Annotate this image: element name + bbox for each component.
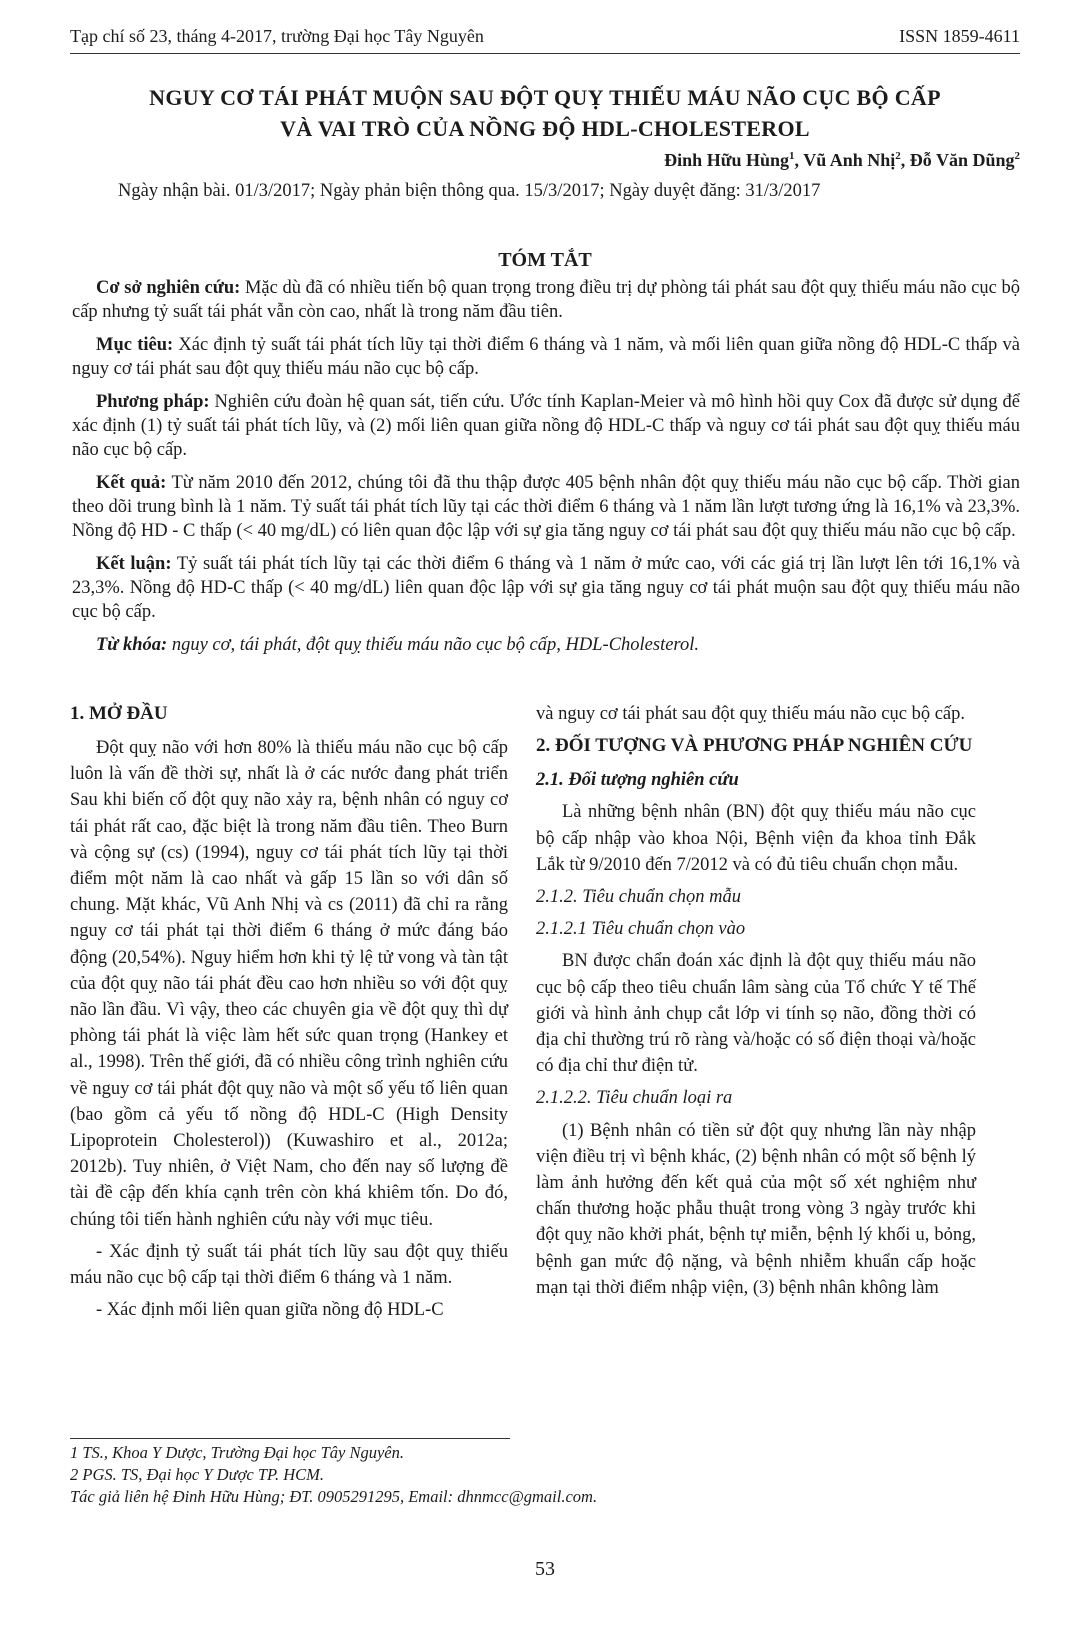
- footnote-1: 1 TS., Khoa Y Dược, Trường Đại học Tây Nguyên.: [70, 1443, 404, 1462]
- author-list: Đinh Hữu Hùng$^1$, Vũ Anh Nhị$^2$, Đỗ Văn Dũng$^2$: [664, 150, 1020, 170]
- journal-name: Tạp chí số 23, tháng 4-2017, trường Đại học Tây Nguyên: [70, 26, 484, 46]
- author-1: Đinh Hữu Hùng: [664, 150, 790, 170]
- submission-dates: Ngày nhận bài. 01/3/2017; Ngày phản biện thông qua. 15/3/2017; Ngày duyệt đăng: 31/3/2017: [118, 181, 821, 201]
- section-1-heading: 1. MỞ ĐẦU: [70, 703, 168, 724]
- author-2-affiliation: 2: [895, 150, 901, 162]
- objective-1: - Xác định tỷ suất tái phát tích lũy sau đột quỵ thiếu máu não cục bộ cấp tại thời điểm 6 tháng và 1 năm.: [70, 1241, 508, 1289]
- title-line-2: VÀ VAI TRÒ CỦA NỒNG ĐỘ HDL-CHOLESTEROL: [280, 116, 810, 141]
- author-3: Đỗ Văn Dũng: [909, 150, 1015, 170]
- abstract-objective-label: Mục tiêu:: [96, 335, 174, 355]
- intro-paragraph: Đột quỵ não với hơn 80% là thiếu máu não cục bộ cấp luôn là vấn đề thời sự, nhất là ở các nước đang phát triển Sau khi biến cố đột quỵ não xảy ra, bệnh nhân có nguy cơ tái phát rất cao, đặc biệt là trong năm đầu tiên. Theo Burn và cộng sự (cs) (1994), nguy cơ tái phát tích lũy tại thời điểm một năm là cao nhất và gấp 15 lần so với dân số chung. Mặt khác, Vũ Anh Nhị và cs (2011) đã chỉ ra rằng nguy cơ tái phát tại thời điểm 6 tháng ở mức đáng báo động (20,54%). Nguy hiểm hơn khi tỷ lệ tử vong và tàn tật của đột quỵ não tái phát đều cao hơn nhiều so với đột quỵ não lần đầu. Vì vậy, theo các chuyên gia về đột quỵ thì dự phòng tái phát là việc làm hết sức quan trọng (Hankey et al., 1998). Trên thế giới, đã có nhiều công trình nghiên cứu về nguy cơ tái phát đột quỵ não và một số yếu tố liên quan (bao gồm cả yếu tố nồng độ HDL-C (High Density Lipoprotein Cholesterol)) (Kuwashiro et al., 2012a; 2012b). Tuy nhiên, ở Việt Nam, cho đến nay số lượng đề tài đề cập đến khía cạnh trên còn khá khiêm tốn. Do đó, chúng tôi tiến hành nghiên cứu này với mục tiêu.: [70, 738, 508, 1230]
- abstract-method: [72, 390, 1020, 462]
- exclusion-paragraph: (1) Bệnh nhân có tiền sử đột quỵ nhưng lần này nhập viện điều trị vì bệnh khác, (2) bệnh nhân có một số bệnh lý làm ảnh hưởng đến kết quả của một số xét nghiệm như chấn thương hoặc phẫu thuật trong vòng 3 ngày trước khi đột quỵ não khởi phát, bệnh tự miễn, bệnh lý khối u, bỏng, bệnh gan mức độ nặng, và bệnh nhiễm khuẩn cấp hoặc mạn tại thời điểm nhập viện, (3) bệnh nhân không làm: [536, 1120, 976, 1298]
- right-column: [536, 701, 976, 1307]
- abstract-heading: TÓM TẮT: [498, 249, 592, 271]
- objective-2: - Xác định mối liên quan giữa nồng độ HDL-C: [96, 1300, 444, 1321]
- abstract-keywords: [72, 633, 1020, 657]
- running-head: [70, 26, 1020, 54]
- objective-2-continued: và nguy cơ tái phát sau đột quỵ thiếu máu não cục bộ cấp.: [536, 704, 965, 724]
- issn: ISSN 1859-4611: [899, 26, 1020, 46]
- author-3-affiliation: 2: [1014, 150, 1020, 162]
- subsection-2-1-2-1-heading: 2.1.2.1 Tiêu chuẩn chọn vào: [536, 919, 746, 940]
- abstract-basis: [72, 276, 1020, 324]
- abstract-conclusion: [72, 552, 1020, 624]
- section-2-heading: 2. ĐỐI TƯỢNG VÀ PHƯƠNG PHÁP NGHIÊN CỨU: [536, 735, 973, 757]
- abstract-basis-text: Mặc dù đã có nhiều tiến bộ quan trọng trong điều trị dự phòng tái phát sau đột quỵ thiếu máu não cục bộ cấp nhưng tỷ suất tái phát vẫn còn cao, nhất là trong năm đầu tiên.: [72, 278, 1021, 322]
- subjects-paragraph: Là những bệnh nhân (BN) đột quỵ thiếu máu não cục bộ cấp nhập vào khoa Nội, Bệnh viện đa khoa tỉnh Đắk Lắk từ 9/2010 đến 7/2012 và có đủ tiêu chuẩn chọn mẫu.: [536, 802, 976, 875]
- subsection-2-1-heading: 2.1. Đối tượng nghiên cứu: [536, 770, 739, 791]
- author-2: Vũ Anh Nhị: [803, 150, 896, 170]
- page-number: 53: [535, 1558, 555, 1580]
- abstract-results-label: Kết quả:: [96, 473, 167, 493]
- abstract-keywords-label: Từ khóa:: [96, 635, 168, 655]
- subsection-2-1-2-heading: 2.1.2. Tiêu chuẩn chọn mẫu: [536, 887, 742, 908]
- subsection-2-1-2-2-heading: 2.1.2.2. Tiêu chuẩn loại ra: [536, 1088, 733, 1109]
- abstract-method-label: Phương pháp:: [96, 392, 210, 412]
- footnote-2: 2 PGS. TS, Đại học Y Dược TP. HCM.: [70, 1465, 325, 1484]
- abstract-basis-label: Cơ sở nghiên cứu:: [96, 278, 241, 298]
- abstract: [72, 276, 1020, 666]
- left-column: [70, 701, 508, 1329]
- abstract-method-text: Nghiên cứu đoàn hệ quan sát, tiến cứu. Ước tính Kaplan-Meier và mô hình hồi quy Cox đã được sử dụng để xác định (1) tỷ suất tái phát tích lũy, và (2) mối liên quan giữa nồng độ HDL-C thấp và nguy cơ tái phát sau đột quỵ thiếu máu não cục bộ cấp.: [72, 392, 1020, 460]
- abstract-conclusion-text: Tỷ suất tái phát tích lũy tại các thời điểm 6 tháng và 1 năm ở mức cao, với các giá trị lần lượt lên tới 16,1% và 23,3%. Nồng độ HD-C thấp (< 40 mg/dL) liên quan độc lập với sự gia tăng nguy cơ tái phát muộn sau đột quỵ thiếu máu não cục bộ cấp.: [72, 554, 1021, 622]
- footnote-divider: [70, 1438, 510, 1439]
- abstract-results: [72, 471, 1020, 543]
- inclusion-paragraph: BN được chẩn đoán xác định là đột quỵ thiếu máu não cục bộ cấp theo tiêu chuẩn lâm sàng của Tổ chức Y tế Thế giới và hình ảnh chụp cắt lớp vi tính sọ não, đồng thời có địa chỉ thường trú rõ ràng và/hoặc có số điện thoại và/hoặc có địa chỉ thư điện tử.: [536, 951, 976, 1077]
- abstract-objective: [72, 333, 1020, 381]
- article-title: [60, 82, 1030, 144]
- title-line-1: NGUY CƠ TÁI PHÁT MUỘN SAU ĐỘT QUỴ THIẾU MÁU NÃO CỤC BỘ CẤP: [149, 85, 941, 110]
- abstract-conclusion-label: Kết luận:: [96, 554, 172, 574]
- abstract-keywords-text: nguy cơ, tái phát, đột quỵ thiếu máu não cục bộ cấp, HDL-Cholesterol.: [171, 635, 699, 655]
- abstract-objective-text: Xác định tỷ suất tái phát tích lũy tại thời điểm 6 tháng và 1 năm, và mối liên quan giữa nồng độ HDL-C thấp và nguy cơ tái phát sau đột quỵ thiếu máu não cục bộ cấp.: [72, 335, 1020, 379]
- author-1-affiliation: 1: [789, 150, 795, 162]
- abstract-results-text: Từ năm 2010 đến 2012, chúng tôi đã thu thập được 405 bệnh nhân đột quỵ thiếu máu não cục bộ cấp. Thời gian theo dõi trung bình là 1 năm. Tỷ suất tái phát tích lũy tại các thời điểm 6 tháng và 1 năm lần lượt tương ứng là 16,1% và 23,3%. Nồng độ HD - C thấp (< 40 mg/dL) có liên quan độc lập với sự gia tăng nguy cơ tái phát sau đột quỵ thiếu máu não cục bộ cấp.: [72, 473, 1020, 541]
- footnote-contact: Tác giả liên hệ Đinh Hữu Hùng; ĐT. 0905291295, Email: dhnmcc@gmail.com.: [70, 1487, 598, 1506]
- footnotes: [70, 1442, 597, 1508]
